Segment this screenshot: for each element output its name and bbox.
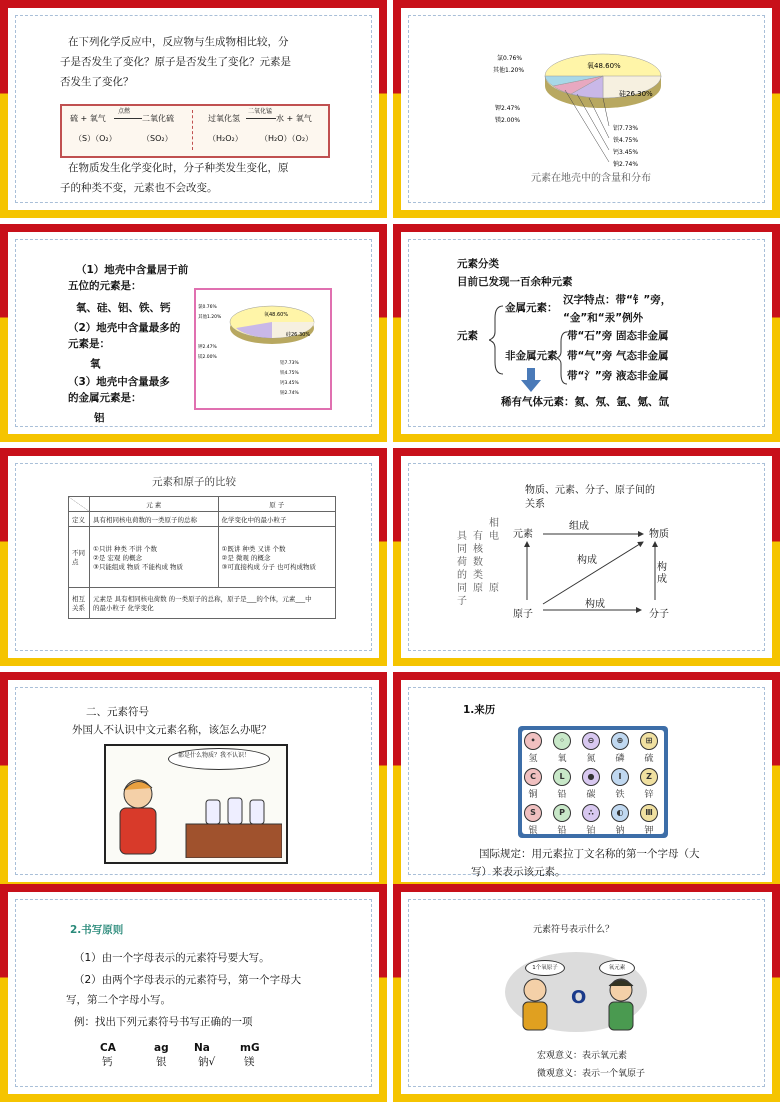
eq2-formula-left: （H₂O₂） — [208, 134, 243, 143]
thumb-label-si: 硅26.30% — [286, 332, 311, 338]
nonmetal-label: 非金属元素 — [505, 350, 558, 362]
symbol-cell — [606, 732, 634, 764]
meaning-question: 元素符号表示什么？ — [533, 925, 615, 935]
classify-title: 元素分类 — [457, 258, 499, 270]
pie-label-si: 硅26.30% — [619, 90, 653, 98]
edge-compose: 组成 — [569, 521, 589, 532]
eq2-formulas-right: （H₂O）（O₂） — [260, 134, 314, 143]
pie-label-fe: 铁4.75% — [613, 137, 639, 144]
writing-rule-2b: 写，第二个字母小写。 — [66, 994, 171, 1006]
symbol-element-name: 锌 — [644, 790, 654, 800]
side-col-2-2: 数 — [473, 557, 483, 568]
eq-divider — [192, 110, 193, 150]
option-na[interactable]: Na — [194, 1042, 210, 1054]
thumb-label-mg: 镁2.00% — [198, 355, 217, 360]
side-col-2-4: 原 — [473, 583, 483, 594]
nonmetal-solid: 带“石”旁 固态非金属 — [567, 330, 669, 342]
slide-7 — [0, 672, 387, 890]
question-line-3: 否发生了变化？ — [60, 76, 134, 88]
row-definition: 定义 — [69, 512, 90, 527]
dalton-symbol-icon: L — [553, 768, 571, 786]
side-col-1-0: 具 — [457, 531, 467, 542]
diff-element-1: ①只讲 种类 不讲 个数 — [93, 544, 158, 553]
symbol-element-name: 硫 — [644, 754, 654, 764]
thumb-label-al: 铝7.73% — [280, 361, 299, 366]
noble-gases: 稀有气体元素：氦、氖、氩、氪、氙 — [501, 396, 669, 408]
eq2-condition: 二氧化锰 — [248, 108, 273, 115]
symbol-cell — [519, 804, 547, 836]
side-col-1-5: 子 — [457, 596, 467, 607]
q1-line-1: （1）地壳中含量居于前 — [76, 264, 189, 276]
classify-subtitle: 目前已发现一百余种元素 — [457, 276, 573, 288]
side-col-1-1: 同 — [457, 544, 467, 555]
down-arrow-icon — [521, 368, 541, 392]
dalton-symbol-icon: ◦ — [553, 732, 571, 750]
side-col-2-0: 有 — [473, 531, 483, 542]
pie-label-other: 其他1.20% — [493, 67, 525, 74]
eq1-arrow — [114, 118, 142, 119]
symbols-heading: 二、元素符号 — [86, 706, 149, 718]
pie-thumbnail — [196, 292, 326, 404]
symbol-element-name: 碳 — [586, 790, 596, 800]
def-element: 具有相同核电荷数的一类原子的总称 — [90, 512, 219, 527]
diff-atom-1: ①既讲 种类 又讲 个数 — [221, 544, 286, 553]
q1-line-2: 五位的元素是： — [68, 280, 142, 292]
compare-table — [68, 496, 336, 619]
row-relation: 相互关系 — [69, 588, 90, 619]
answer-line-1: 在物质发生化学变化时，分子种类发生变化，原 — [68, 162, 289, 174]
eq1-condition: 点燃 — [118, 108, 131, 115]
root-element: 元素 — [457, 330, 478, 342]
oxygen-symbol: O — [571, 987, 587, 1008]
answer-line-2: 子的种类不变，元素也不会改变。 — [60, 182, 218, 194]
option-ca[interactable]: CA — [100, 1042, 116, 1054]
eq1-product: 二氧化硫 — [142, 114, 174, 123]
equation-box — [60, 104, 330, 158]
thumb-label-k: 钾2.47% — [198, 345, 217, 350]
dalton-symbol-icon: ⊖ — [582, 732, 600, 750]
symbol-element-name: 铁 — [615, 790, 625, 800]
question-line-2: 子是否发生了变化？原子是否发生了变化？元素是 — [60, 56, 291, 68]
compare-title: 元素和原子的比较 — [152, 476, 236, 488]
diff-atom-3: ③可直接构成 分子 也可构成物质 — [221, 562, 316, 571]
symbol-cell — [606, 768, 634, 800]
q3-line-2: 的金属元素是： — [68, 392, 142, 404]
edge-molecule-matter: 构成 — [657, 562, 667, 585]
diff-atom-2: ②是 微观 的概念 — [221, 553, 271, 562]
side-col-3-0: 相 — [489, 518, 499, 529]
option-ag[interactable]: ag — [154, 1042, 169, 1054]
slide-9 — [0, 884, 387, 1102]
col-element: 元 素 — [90, 497, 219, 512]
dalton-symbol-icon: • — [524, 732, 542, 750]
option-ag-name: 银 — [156, 1056, 167, 1068]
writing-rule-1: （1）由一个字母表示的元素符号要大写。 — [74, 952, 270, 964]
dalton-symbol-icon: ◐ — [611, 804, 629, 822]
eq2-reactant: 过氧化氢 — [208, 114, 240, 123]
rule-line-2: 写）来表示该元素。 — [471, 866, 566, 878]
pie-label-k: 钾2.47% — [495, 105, 521, 112]
eq2-products: 水 + 氧气 — [276, 114, 312, 123]
rule-line-1: 国际规定：用元素拉丁文名称的第一个字母（大 — [479, 848, 700, 860]
symbol-cell — [548, 768, 576, 800]
option-na-name: 钠√ — [198, 1056, 216, 1068]
symbol-element-name: 铜 — [528, 790, 538, 800]
slide-6 — [393, 448, 780, 666]
origin-heading: 1.来历 — [463, 704, 496, 716]
symbol-element-name: 氢 — [528, 754, 538, 764]
dalton-symbol-icon: ∴ — [582, 804, 600, 822]
def-atom: 化学变化中的最小粒子 — [218, 512, 336, 527]
writing-rule-2a: （2）由两个字母表示的元素符号，第一个字母大 — [74, 974, 302, 986]
symbol-element-name: 银 — [528, 826, 538, 836]
thumb-label-o: 氧48.60% — [264, 312, 289, 318]
symbol-element-name: 钾 — [644, 826, 654, 836]
students-illustration — [513, 976, 643, 1032]
symbol-cell — [577, 732, 605, 764]
slide-4 — [393, 224, 780, 442]
slide-8 — [393, 672, 780, 890]
symbol-cell — [519, 768, 547, 800]
dalton-symbol-icon: C — [524, 768, 542, 786]
q3-line-1: （3）地壳中含量最多 — [68, 376, 170, 388]
side-col-1-4: 同 — [457, 583, 467, 594]
node-matter: 物质 — [649, 529, 669, 540]
crust-pie-chart — [493, 38, 683, 168]
question-line-1: 在下列化学反应中，反应物与生成物相比较，分 — [68, 36, 289, 48]
node-molecule: 分子 — [649, 609, 669, 620]
relation-title-2: 关系 — [525, 499, 545, 510]
relation-1: 元素是 具有相同核电荷数 的一类原子的总称，原子是___的个体，元素___中 — [93, 595, 312, 603]
relation-title-1: 物质、元素、分子、原子间的 — [525, 485, 655, 496]
pie-caption: 元素在地壳中的含量和分布 — [531, 173, 651, 184]
symbol-cell — [635, 804, 663, 836]
symbol-cell — [548, 732, 576, 764]
diff-element-2: ②是 宏观 的概念 — [93, 553, 142, 562]
symbol-element-name: 铅 — [557, 790, 567, 800]
bubble-element: 氧元素 — [599, 960, 635, 976]
example-prompt: 例：找出下列元素符号书写正确的一项 — [74, 1016, 253, 1028]
eq1-formulas-left: （S）（O₂） — [74, 134, 117, 143]
edge-atom-molecule: 构成 — [585, 599, 605, 610]
symbol-element-name: 钠 — [615, 826, 625, 836]
macro-meaning: 宏观意义：表示氧元素 — [537, 1051, 628, 1061]
option-mg-name: 镁 — [244, 1056, 255, 1068]
eq1-formulas-right: （SO₂） — [142, 134, 173, 143]
dalton-symbol-icon: ⊞ — [640, 732, 658, 750]
slide-10 — [393, 884, 780, 1102]
pie-label-al: 铝7.73% — [613, 125, 639, 132]
option-ca-name: 钙 — [102, 1056, 113, 1068]
row-difference: 不同点 — [69, 527, 90, 588]
thumb-label-other: 其他1.20% — [198, 315, 222, 320]
symbol-cell — [635, 732, 663, 764]
slide-5 — [0, 448, 387, 666]
a1: 氧、硅、铝、铁、钙 — [76, 302, 171, 314]
symbol-element-name: 铅 — [557, 826, 567, 836]
metal-desc-1: 汉字特点：带“钅”旁， — [563, 294, 672, 306]
symbol-element-name: 氮 — [586, 754, 596, 764]
slide-1 — [0, 0, 387, 218]
col-atom: 原 子 — [218, 497, 336, 512]
nonmetal-liquid: 带“氵”旁 液态非金属 — [567, 370, 669, 382]
side-col-2-3: 类 — [473, 570, 483, 581]
pie-label-o: 氧48.60% — [587, 62, 621, 70]
symbol-cell — [519, 732, 547, 764]
eq1-reactants: 硫 + 氧气 — [70, 114, 106, 123]
dalton-symbol-icon: I — [611, 768, 629, 786]
micro-meaning: 微观意义：表示一个氧原子 — [537, 1069, 646, 1079]
symbols-question: 外国人不认识中文元素名称，该怎么办呢？ — [72, 724, 272, 736]
side-col-1-2: 荷 — [457, 557, 467, 568]
pie-label-cl: 氯0.76% — [497, 55, 523, 62]
symbol-cell — [635, 768, 663, 800]
side-col-2-1: 核 — [473, 544, 483, 555]
option-mg[interactable]: mG — [240, 1042, 260, 1054]
thumb-label-na: 钠2.74% — [280, 391, 299, 396]
edge-atom-matter: 构成 — [577, 555, 597, 566]
symbol-cell — [577, 768, 605, 800]
node-atom: 原子 — [513, 609, 533, 620]
metal-desc-2: “金”和“汞”例外 — [563, 312, 644, 324]
pie-label-mg: 镁2.00% — [495, 117, 521, 124]
thumb-label-cl: 氯0.76% — [198, 305, 217, 310]
thumb-label-fe: 铁4.75% — [280, 371, 299, 376]
a2: 氧 — [90, 358, 101, 370]
pie-label-na: 钠2.74% — [613, 161, 639, 168]
nonmetal-gas: 带“气”旁 气态非金属 — [567, 350, 669, 362]
symbol-cell — [548, 804, 576, 836]
eq2-arrow — [246, 118, 276, 119]
thumb-label-ca: 钙3.45% — [280, 381, 299, 386]
bubble-text: 都是什么物质？我不认识！ — [178, 752, 251, 759]
symbol-cell — [606, 804, 634, 836]
dalton-symbol-icon: S — [524, 804, 542, 822]
pie-label-ca: 钙3.45% — [613, 149, 639, 156]
symbol-element-name: 氧 — [557, 754, 567, 764]
side-col-1-3: 的 — [457, 570, 467, 581]
dalton-symbol-icon: ⊕ — [611, 732, 629, 750]
symbol-element-name: 磷 — [615, 754, 625, 764]
slide-2 — [393, 0, 780, 218]
metal-label: 金属元素： — [505, 302, 558, 314]
dalton-symbol-icon: ● — [582, 768, 600, 786]
bubble-atom: 1个氧原子 — [525, 960, 565, 976]
relation-2: 的最小粒子 化学变化 — [93, 604, 154, 612]
q2-line-2: 元素是： — [68, 338, 110, 350]
slide-3 — [0, 224, 387, 442]
diff-element-3: ③只能组成 物质 不能构成 物质 — [93, 562, 184, 571]
writing-heading: 2.书写原则 — [70, 924, 124, 936]
symbol-element-name: 铂 — [586, 826, 596, 836]
confused-student-illustration — [106, 772, 282, 858]
node-element: 元素 — [513, 529, 533, 540]
dalton-symbol-icon: Ⅲ — [640, 804, 658, 822]
symbol-cell — [577, 804, 605, 836]
side-col-3-2: 原 — [489, 583, 499, 594]
dalton-symbol-icon: Z — [640, 768, 658, 786]
q2-line-1: （2）地壳中含量最多的 — [68, 322, 181, 334]
side-col-3-1: 电 — [489, 531, 499, 542]
dalton-symbol-icon: P — [553, 804, 571, 822]
a3: 铝 — [94, 412, 105, 424]
